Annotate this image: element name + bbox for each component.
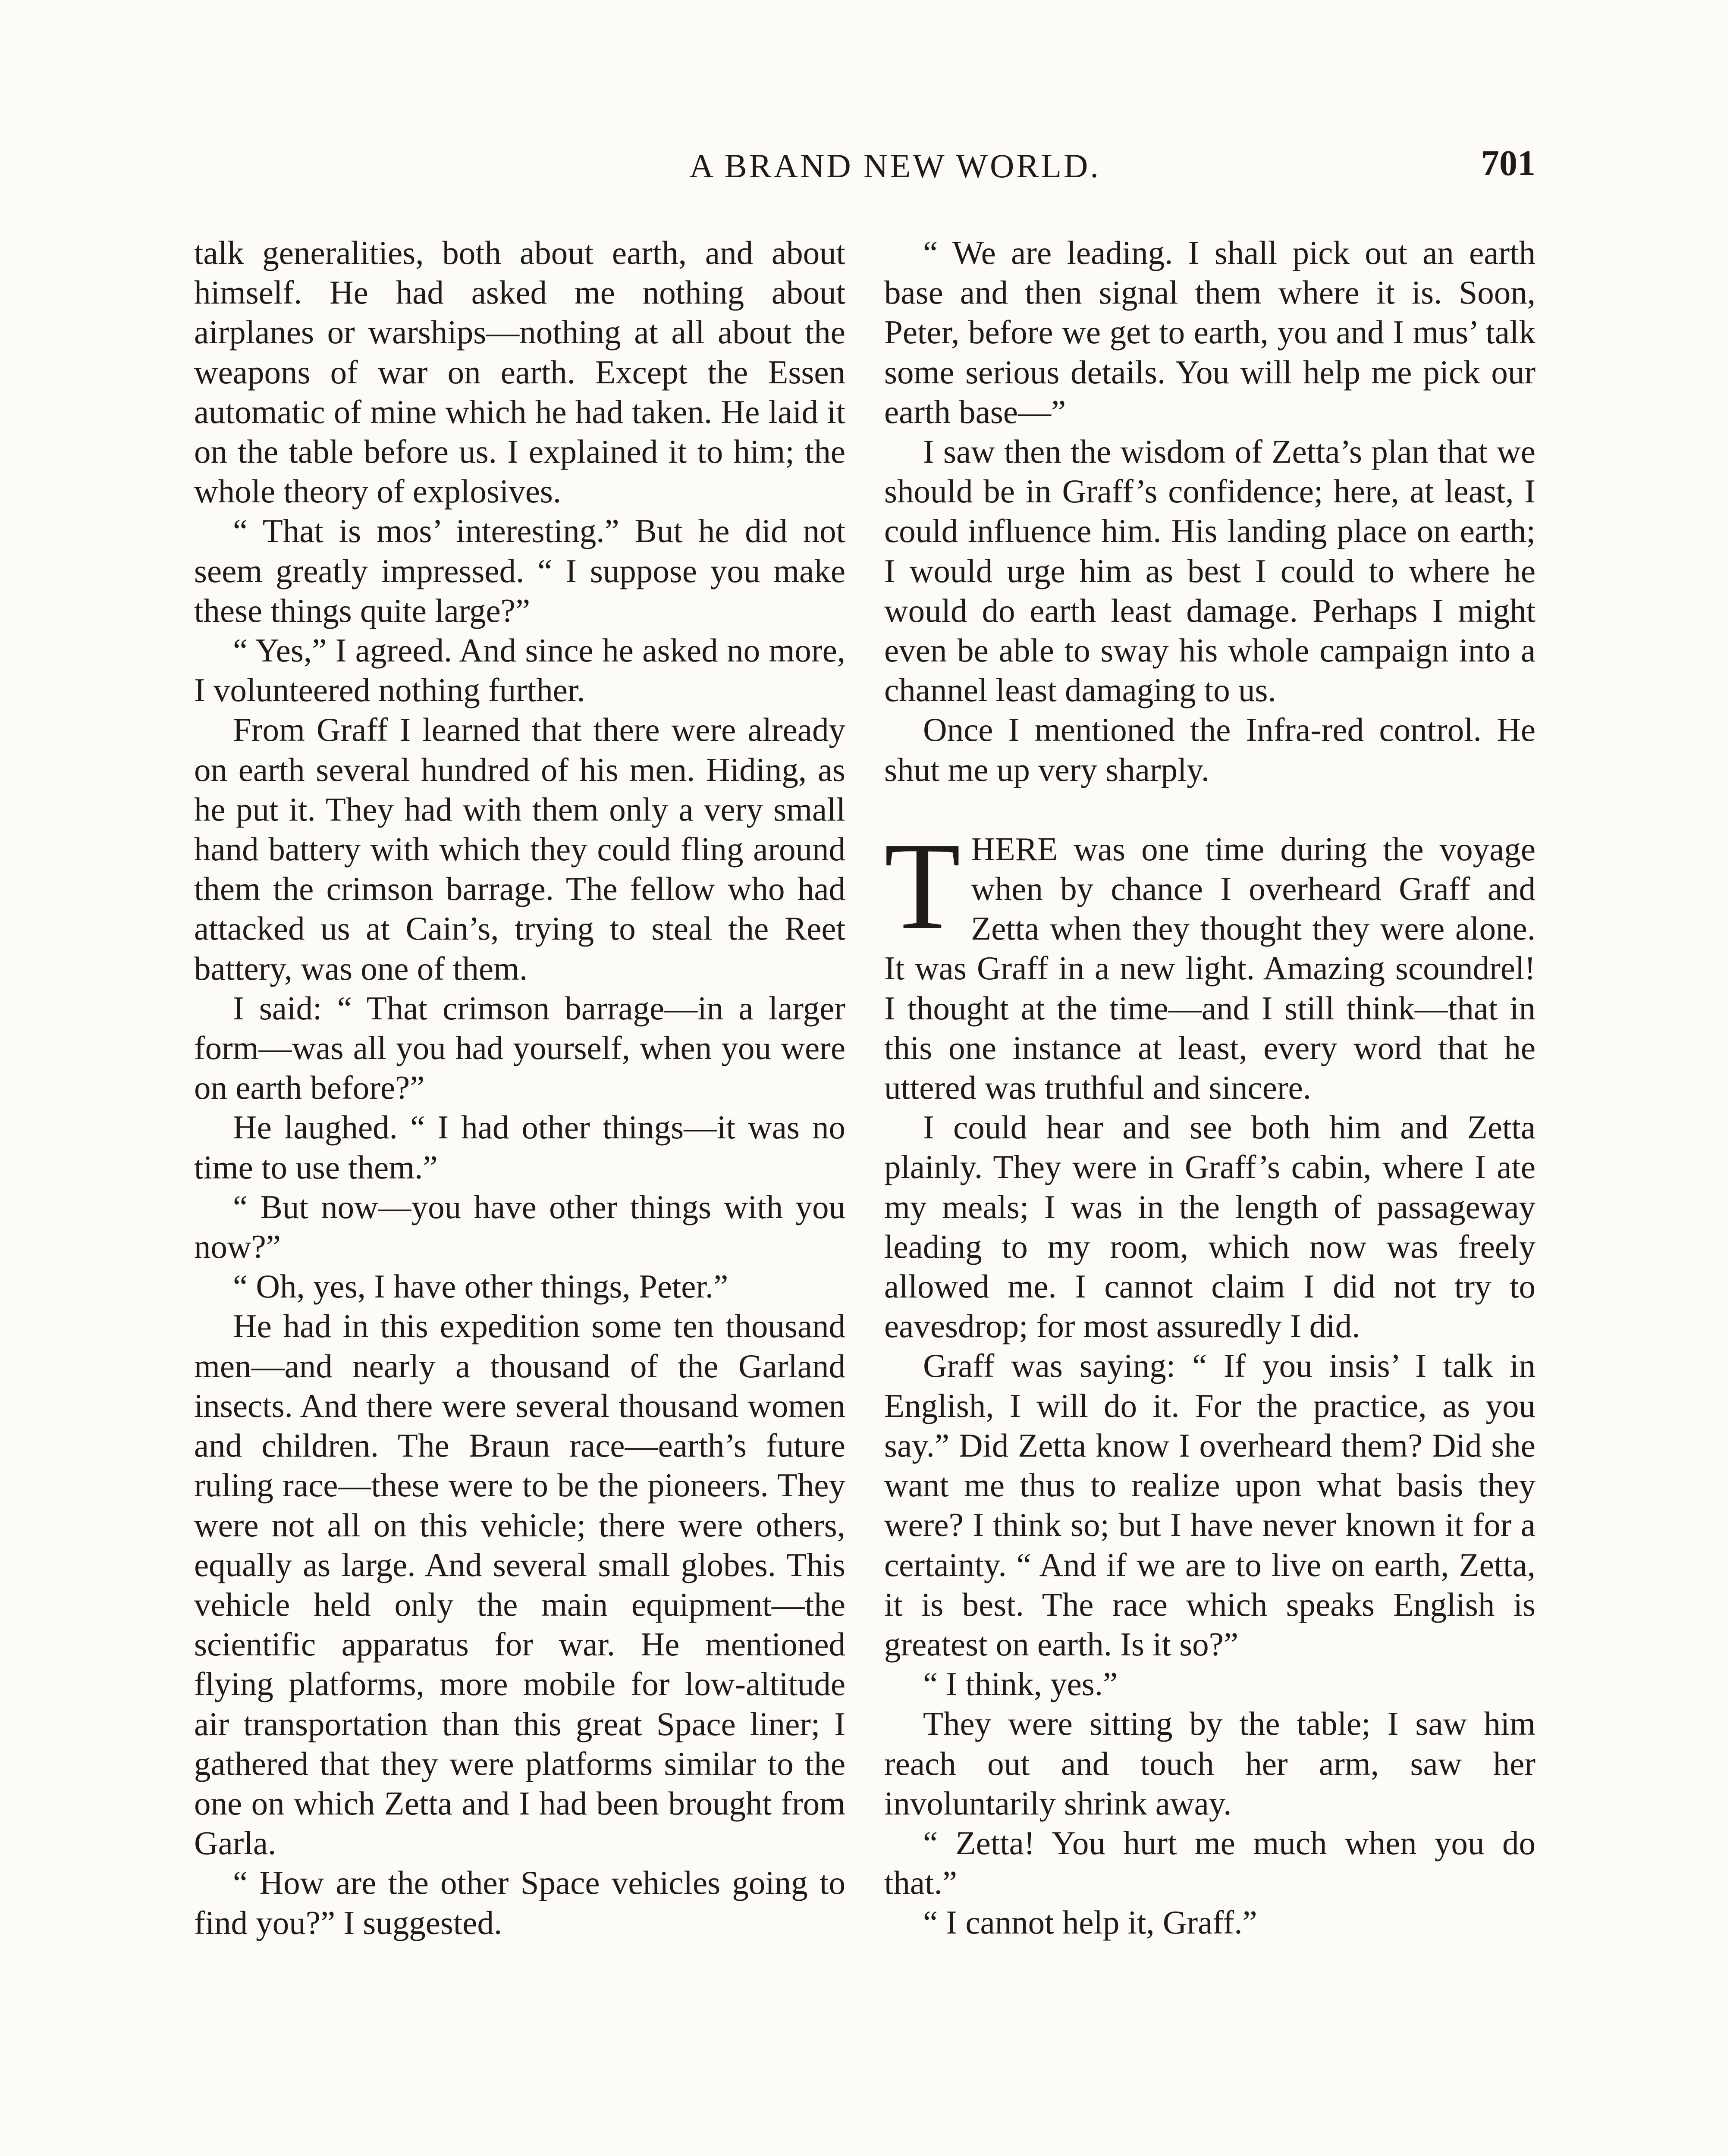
paragraph: Once I mentioned the Infra-red control. He shut me up very sharply. xyxy=(884,711,1535,788)
paragraph: “ I cannot help it, Graff.” xyxy=(923,1904,1257,1941)
paragraph: From Graff I learned that there were already on earth several hundred of his men. Hiding, as he put it. They had with them only a very small hand battery with which they could fling around them the crimson barrage. The fellow who had attacked us at Cain’s, trying to steal the Reet battery, was one of them. xyxy=(194,711,845,987)
paragraph: I saw then the wisdom of Zetta’s plan that we should be in Graff’s confidence; here, at least, I could influence him. His landing place on earth; I would urge him as best I could to where he would do earth least damage. Perhaps I might even be able to sway his whole campaign into a channel least damaging to us. xyxy=(884,433,1535,709)
paragraph: Graff was saying: “ If you insis’ I talk in English, I will do it. For the practice, as you say.” Did Zetta know I overheard them? Did she want me thus to realize upon what basis they were? I think so; but I have never known it for a certainty. “ And if we are to live on earth, Zetta, it is best. The race which speaks English is greatest on earth. Is it so?” xyxy=(884,1347,1535,1663)
page-number: 701 xyxy=(1481,143,1535,183)
drop-cap: T xyxy=(884,816,961,955)
paragraph: He had in this expedition some ten thousand men—and nearly a thousand of the Garland insects. And there were several thousand women and children. The Braun race—earth’s future ruling race—these were to be the pioneers. They were not all on this vehicle; there were others, equally as large. And several small globes. This vehicle held only the main equipment—the scientific apparatus for war. He mentioned flying platforms, more mobile for low-altitude air transportation than this great Space liner; I gathered that they were platforms similar to the one on which Zetta and I had been brought from Garla. xyxy=(194,1307,845,1862)
paragraph: “ But now—you have other things with you now?” xyxy=(194,1188,845,1266)
right-column xyxy=(884,233,1535,1943)
paragraph: “ That is mos’ interesting.” But he did not seem greatly impressed. “ I suppose you make these things quite large?” xyxy=(194,512,845,629)
paragraph: I said: “ That crimson barrage—in a larger form—was all you had yourself, when you were on earth before?” xyxy=(194,989,845,1106)
paragraph: talk generalities, both about earth, and about himself. He had asked me nothing about airplanes or warships—nothing at all about the weapons of war on earth. Except the Essen automatic of mine which he had taken. He laid it on the table before us. I explained it to him; the whole theory of explosives. xyxy=(194,234,845,510)
section-text: HERE was one time during the voyage when by chance I overheard Graff and Zetta when they thought they were alone. It was Graff in a new light. Amazing scoundrel! I thought at the time—and I still think—that in this one instance at least, every word that he uttered was truthful and sincere. xyxy=(884,830,1535,1106)
paragraph: “ Yes,” I agreed. And since he asked no more, I volunteered nothing further. xyxy=(194,632,845,709)
paragraph: “ I think, yes.” xyxy=(923,1665,1118,1703)
paragraph: He laughed. “ I had other things—it was no time to use them.” xyxy=(194,1109,845,1186)
left-column xyxy=(194,233,845,1943)
paragraph: “ How are the other Space vehicles going to find you?” I suggested. xyxy=(194,1864,845,1941)
paragraph: “ Zetta! You hurt me much when you do that.” xyxy=(884,1824,1535,1902)
paragraph: “ We are leading. I shall pick out an earth base and then signal them where it is. Soon, Peter, before we get to earth, you and I mus’ talk some serious details. You will help me pick our earth base—” xyxy=(884,234,1535,430)
paragraph: “ Oh, yes, I have other things, Peter.” xyxy=(233,1268,728,1305)
paragraph: I could hear and see both him and Zetta plainly. They were in Graff’s cabin, where I ate my meals; I was in the length of passageway leading to my room, which now was freely allowed me. I cannot claim I did not try to eavesdrop; for most assuredly I did. xyxy=(884,1109,1535,1345)
paragraph: They were sitting by the table; I saw him reach out and touch her arm, saw her involuntarily shrink away. xyxy=(884,1705,1535,1822)
section-opening-paragraph xyxy=(884,816,1535,1107)
running-head: A BRAND NEW WORLD. xyxy=(689,147,1101,185)
